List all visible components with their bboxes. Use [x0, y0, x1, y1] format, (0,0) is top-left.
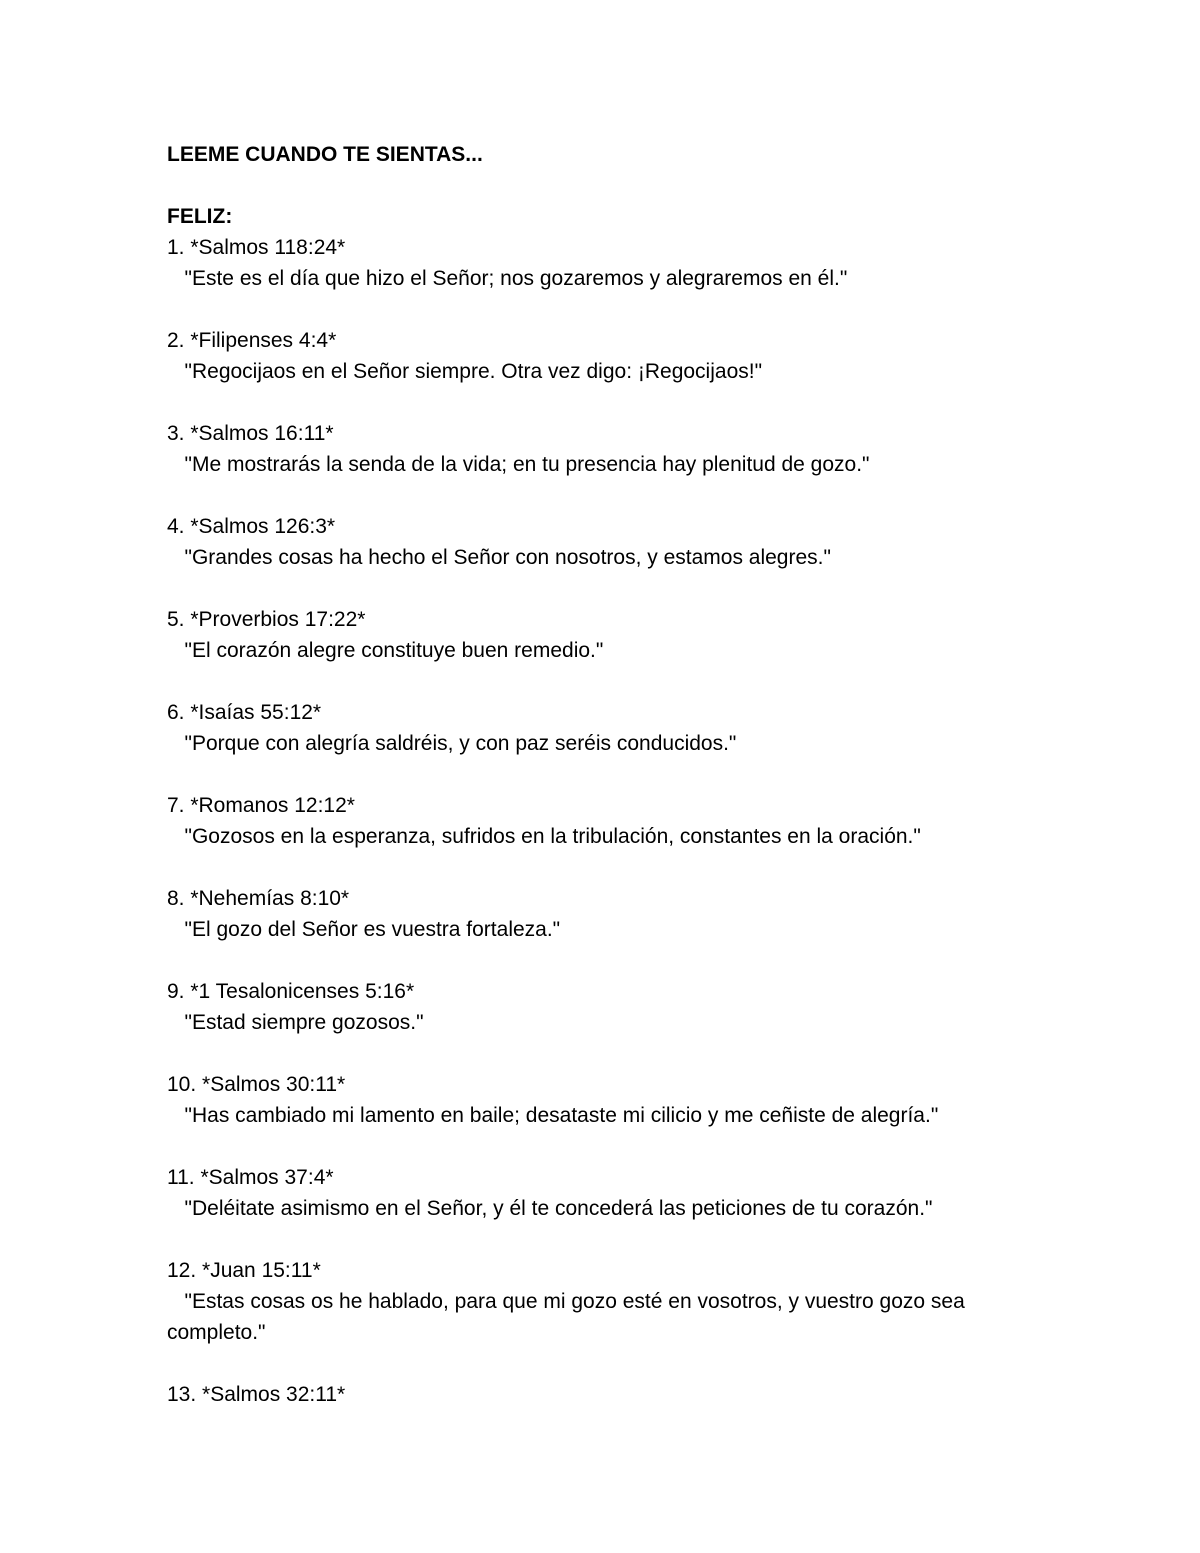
verse-entry [167, 418, 1047, 480]
verse-quote: "El gozo del Señor es vuestra fortaleza." [167, 918, 561, 941]
verse-entry [167, 697, 1047, 759]
verse-quote: "Deléitate asimismo en el Señor, y él te concederá las peticiones de tu corazón." [167, 1197, 933, 1220]
blank-line [167, 170, 1047, 201]
verse-entry [167, 1379, 1047, 1410]
verse-quote: "Has cambiado mi lamento en baile; desataste mi cilicio y me ceñiste de alegría." [167, 1104, 939, 1127]
verse-entry [167, 1255, 1047, 1348]
verse-entry [167, 325, 1047, 387]
verse-entry [167, 604, 1047, 666]
verse-reference: 4. *Salmos 126:3* [167, 515, 336, 538]
verse-entry [167, 232, 1047, 294]
verse-entry [167, 1162, 1047, 1224]
verse-entry [167, 1069, 1047, 1131]
verse-quote: "Estad siempre gozosos." [167, 1011, 424, 1034]
verse-quote: "El corazón alegre constituye buen remedio." [167, 639, 604, 662]
verse-reference: 1. *Salmos 118:24* [167, 236, 346, 259]
verse-reference: 5. *Proverbios 17:22* [167, 608, 366, 631]
verse-reference: 10. *Salmos 30:11* [167, 1073, 346, 1096]
verse-quote: "Me mostrarás la senda de la vida; en tu presencia hay plenitud de gozo." [167, 453, 870, 476]
document-page [167, 139, 1047, 1441]
verse-quote: "Porque con alegría saldréis, y con paz seréis conducidos." [167, 732, 737, 755]
verse-entry [167, 976, 1047, 1038]
verse-quote: "Estas cosas os he hablado, para que mi gozo esté en vosotros, y vuestro gozo sea completo." [167, 1290, 971, 1344]
verse-reference: 6. *Isaías 55:12* [167, 701, 322, 724]
verse-quote: "Regocijaos en el Señor siempre. Otra vez digo: ¡Regocijaos!" [167, 360, 763, 383]
verse-quote: "Gozosos en la esperanza, sufridos en la tribulación, constantes en la oración." [167, 825, 921, 848]
document-title: LEEME CUANDO TE SIENTAS... [167, 143, 483, 166]
verse-reference: 8. *Nehemías 8:10* [167, 887, 350, 910]
verse-reference: 7. *Romanos 12:12* [167, 794, 355, 817]
verse-entry [167, 511, 1047, 573]
verse-reference: 13. *Salmos 32:11* [167, 1383, 346, 1406]
verse-reference: 2. *Filipenses 4:4* [167, 329, 337, 352]
verse-reference: 3. *Salmos 16:11* [167, 422, 334, 445]
verse-reference: 9. *1 Tesalonicenses 5:16* [167, 980, 415, 1003]
verse-entry [167, 883, 1047, 945]
verse-reference: 12. *Juan 15:11* [167, 1259, 321, 1282]
section-heading-feliz: FELIZ: [167, 205, 233, 228]
verse-reference: 11. *Salmos 37:4* [167, 1166, 334, 1189]
verse-entry [167, 790, 1047, 852]
verse-quote: "Grandes cosas ha hecho el Señor con nosotros, y estamos alegres." [167, 546, 831, 569]
verse-quote: "Este es el día que hizo el Señor; nos gozaremos y alegraremos en él." [167, 267, 848, 290]
